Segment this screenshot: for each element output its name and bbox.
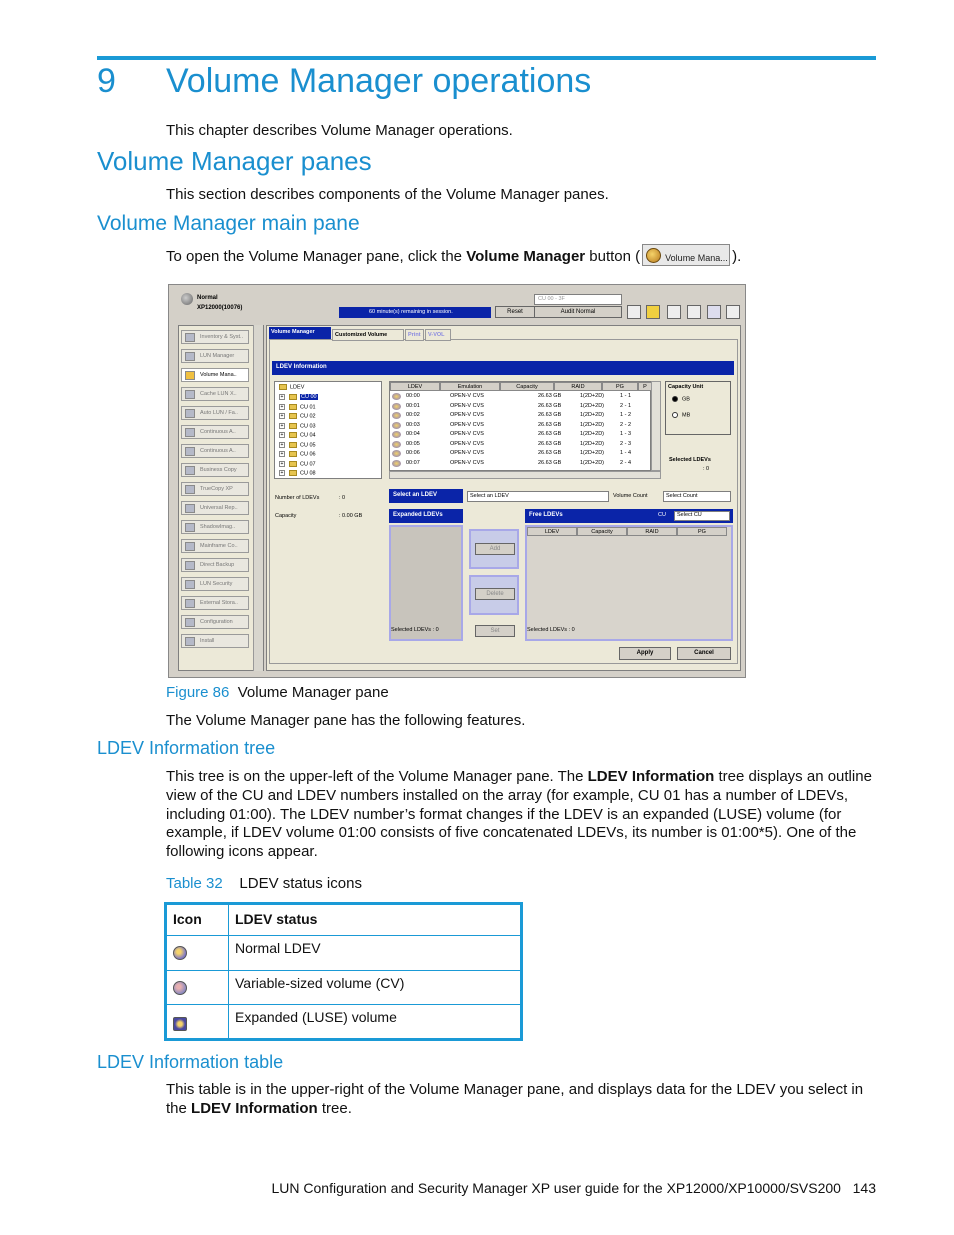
tab-2[interactable]: Customized Volume [332, 329, 404, 341]
volume-manager-button[interactable]: Volume Mana... [642, 244, 730, 266]
table-cell: 00:02 [406, 412, 420, 418]
normal-ldev-icon [392, 393, 401, 400]
chapter-title: Volume Manager operations [166, 62, 592, 100]
table-cell: 26.63 GB [538, 431, 562, 437]
nav-item-label: External Stora.. [200, 600, 238, 606]
normal-ldev-icon [173, 946, 187, 960]
selected-ldevs-right: Selected LDEVs : 0 [527, 627, 575, 633]
section-title-ldev-tree: LDEV Information tree [97, 738, 276, 758]
nav-item[interactable] [181, 615, 249, 629]
folder-icon [289, 442, 297, 448]
nav-item-icon [185, 618, 195, 627]
tree-item-label: CU 00 [301, 394, 317, 401]
free-ldevs-bar: Free LDEVs [525, 509, 733, 523]
tree-item[interactable] [279, 461, 316, 471]
capacity-label: Capacity [275, 513, 297, 519]
nav-item-label: LUN Manager [200, 353, 235, 359]
nav-item-icon [185, 390, 195, 399]
header-icon: Icon [166, 904, 229, 936]
expanded-ldevs-bar: Expanded LDEVs [389, 509, 463, 523]
nav-item-icon [185, 333, 195, 342]
table-cell: 1(2D+2D) [580, 412, 604, 418]
table-row[interactable] [390, 459, 650, 469]
table-cell: 00:07 [406, 459, 420, 466]
tree-item[interactable] [279, 404, 316, 414]
expand-icon[interactable]: + [280, 432, 284, 438]
nav-item-label: LUN Security [200, 581, 233, 587]
figure-caption: Figure 86 Volume Manager pane [166, 684, 389, 701]
variable-sized-volume-icon [173, 981, 187, 995]
nav-item-label: Business Copy [200, 467, 237, 473]
nav-item-label: Volume Mana.. [200, 372, 237, 378]
nav-scrollbar[interactable] [253, 325, 263, 671]
select-ldev-bar: Select an LDEV [389, 489, 463, 503]
table-cell: 1 - 1 [620, 393, 632, 399]
column-header[interactable]: PG [677, 527, 727, 536]
table-cell: OPEN-V CVS [450, 402, 484, 409]
table-caption: Table 32 LDEV status icons [166, 875, 362, 892]
table-cell: 1 - 4 [620, 450, 632, 456]
table-cell: 26.63 GB [538, 402, 562, 409]
tree-item[interactable] [279, 442, 316, 452]
table-row[interactable] [390, 411, 650, 421]
volume-count-dropdown[interactable]: Select Count [663, 491, 731, 502]
ldev-table [389, 381, 651, 471]
nav-item[interactable] [181, 330, 249, 344]
volume-manager-screenshot [168, 284, 746, 678]
table-cell: 1(2D+2D) [580, 393, 604, 399]
nav-item-icon [185, 599, 195, 608]
tree-item[interactable] [279, 394, 318, 404]
nav-item-icon [185, 561, 195, 570]
chapter-number: 9 [97, 62, 116, 100]
table-cell: 1(2D+2D) [580, 459, 604, 466]
table-cell: OPEN-V CVS [450, 393, 484, 399]
radio-icon [672, 412, 678, 418]
nav-item-label: Continuous A.. [200, 429, 236, 435]
nav-item-label: Inventory & Syst.. [200, 334, 244, 340]
nav-item[interactable] [181, 368, 249, 382]
status-icon [181, 293, 193, 305]
select-ldev-dropdown[interactable]: Select an LDEV [467, 491, 609, 502]
expand-icon[interactable]: + [280, 394, 284, 400]
nav-item-icon [185, 637, 195, 646]
table-cell: OPEN-V CVS [450, 459, 484, 466]
table-row[interactable] [390, 430, 650, 440]
nav-item-icon [185, 504, 195, 513]
nav-item-icon [185, 580, 195, 589]
normal-ldev-icon [392, 441, 401, 448]
table-cell: 1(2D+2D) [580, 421, 604, 428]
table-cell: 00:00 [406, 393, 420, 399]
folder-icon [279, 384, 287, 390]
nav-item-icon [185, 466, 195, 475]
nav-item-label: Configuration [200, 619, 233, 625]
expanded-luse-volume-icon [173, 1017, 187, 1031]
page-footer: LUN Configuration and Security Manager XP user guide for the XP12000/XP10000/SVS200 143 [271, 1180, 876, 1196]
expand-icon[interactable]: + [280, 460, 284, 467]
normal-ldev-icon [392, 412, 401, 419]
column-header[interactable]: Emulation [440, 382, 500, 391]
nav-item-label: Direct Backup [200, 562, 235, 568]
nav-item-label: Install [200, 638, 215, 644]
nav-item-label: TrueCopy XP [200, 486, 233, 492]
cancel-button[interactable]: Cancel [677, 647, 731, 660]
folder-icon [289, 432, 297, 438]
audit-button[interactable]: Audit Normal [534, 306, 622, 318]
toolbar-icon-2[interactable] [646, 305, 660, 319]
table-cell: 26.63 GB [538, 440, 562, 447]
cu-label: CU [657, 511, 671, 521]
table-cell: 2 - 2 [620, 421, 632, 428]
ldev-table-hscroll[interactable] [389, 471, 661, 479]
nav-item-icon [185, 371, 195, 380]
tree-item[interactable] [279, 432, 316, 442]
selected-ldevs-value: : 0 [703, 466, 710, 472]
table-cell: OPEN-V CVS [450, 431, 484, 437]
table-cell: 26.63 GB [538, 450, 562, 456]
nav-item[interactable] [181, 444, 249, 458]
add-button[interactable]: Add [475, 543, 515, 555]
tree-item[interactable] [279, 423, 316, 433]
table-cell: 26.63 GB [538, 393, 562, 399]
column-header[interactable]: LDEV [527, 527, 577, 536]
selected-ldevs-label: Selected LDEVs [669, 457, 711, 463]
session-bar: 60 minute(s) remaining in session. [339, 307, 491, 318]
num-ldevs-value: : 0 [339, 495, 346, 501]
normal-ldev-icon [392, 450, 401, 457]
table-cell: 26.63 GB [538, 459, 562, 466]
selected-ldevs-left: Selected LDEVs : 0 [391, 627, 439, 633]
chapter-rule [97, 56, 876, 60]
tab-3[interactable]: Print [405, 329, 424, 341]
folder-icon [289, 470, 297, 476]
folder-icon [289, 423, 297, 429]
free-ldevs-list[interactable] [525, 525, 733, 641]
nav-item-icon [185, 447, 195, 456]
table-cell: 1 - 3 [620, 431, 632, 437]
nav-item[interactable] [181, 539, 249, 553]
nav-item[interactable] [181, 558, 249, 572]
nav-item-icon [185, 428, 195, 437]
column-header[interactable]: PG [602, 382, 638, 391]
toolbar-icon-1[interactable] [627, 305, 641, 319]
page-number: 143 [852, 1180, 876, 1196]
column-header[interactable]: P [638, 382, 652, 391]
nav-item[interactable] [181, 463, 249, 477]
tab-1[interactable]: Volume Manager [269, 327, 331, 339]
table-cell: 2 - 1 [620, 402, 632, 409]
table-cell: 00:06 [406, 450, 420, 456]
nav-item[interactable] [181, 634, 249, 648]
volume-manager-icon [646, 248, 661, 263]
nav-item-label: Auto LUN / Fa.. [200, 410, 238, 416]
section-title-ldev-table: LDEV Information table [97, 1052, 284, 1072]
volume-count-label: Volume Count [613, 493, 648, 499]
ldev-tree-paragraph: This tree is on the upper-left of the Volume Manager pane. The LDEV Information tree displays an outline view of the CU and LDEV numbers installed on the array (for example, CU 01 has a number of LDEVs, including 01:00). The LDEV number’s format changes if the LDEV is an expanded (LUSE) volume (for example, if LDEV volume 01:00 consists of five concatenated LDEVs, its number is 01:00*5). One of the following icons appear. [166, 768, 872, 861]
num-ldevs-label: Number of LDEVs [275, 495, 320, 501]
nav-item[interactable] [181, 520, 249, 534]
table-header-row [166, 904, 522, 936]
table-cell: 1(2D+2D) [580, 440, 604, 447]
normal-ldev-icon [392, 460, 401, 467]
table-cell: 26.63 GB [538, 421, 562, 428]
status-text: Normal [197, 295, 218, 301]
nav-item[interactable] [181, 596, 249, 610]
table-cell: 00:05 [406, 440, 420, 447]
capacity-unit-box: Capacity Unit GB MB [665, 381, 731, 435]
nav-item[interactable] [181, 501, 249, 515]
nav-item[interactable] [181, 425, 249, 439]
nav-item-icon [185, 485, 195, 494]
nav-item-icon [185, 542, 195, 551]
table-cell: 2 - 4 [620, 459, 632, 466]
table-cell: 1(2D+2D) [580, 431, 604, 437]
column-header[interactable]: Capacity [500, 382, 554, 391]
header-status: LDEV status [229, 904, 522, 936]
system-name: XP12000(10076) [197, 305, 243, 311]
nav-item[interactable] [181, 406, 249, 420]
expand-icon[interactable]: + [280, 451, 284, 457]
expand-icon[interactable]: + [280, 470, 284, 476]
toolbar-icon-3[interactable] [667, 305, 681, 319]
table-row: Normal LDEV [166, 936, 522, 971]
tree-item-label: CU 03 [300, 422, 316, 429]
reset-button[interactable]: Reset [495, 306, 535, 318]
tree-item-label: CU 02 [300, 413, 316, 420]
ldev-info-bar: LDEV Information [272, 361, 734, 375]
folder-icon [289, 451, 297, 457]
column-header[interactable]: RAID [627, 527, 677, 536]
normal-ldev-icon [392, 431, 401, 438]
nav-item-label: Mainframe Co.. [200, 543, 238, 549]
table-cell: 1(2D+2D) [580, 402, 604, 409]
nav-item-icon [185, 523, 195, 532]
tab-4[interactable]: V-VOL [425, 329, 451, 341]
capacity-value: : 0.00 GB [339, 513, 363, 519]
table-cell: 2 - 3 [620, 440, 632, 447]
section-title-panes: Volume Manager panes [97, 146, 372, 176]
tree-root[interactable]: LDEV [279, 384, 304, 394]
table-row[interactable] [390, 402, 650, 412]
table-row: Expanded (LUSE) volume [166, 1005, 522, 1040]
ldev-table-paragraph: This table is in the upper-right of the Volume Manager pane, and displays data for the LDEV you select in the LDEV Information tree. [166, 1081, 864, 1117]
nav-item-label: Continuous A.. [200, 448, 236, 454]
tree-item-label: CU 07 [300, 460, 316, 467]
nav-item-icon [185, 352, 195, 361]
tree-item[interactable] [279, 413, 316, 423]
section-panes-text: This section describes components of the Volume Manager panes. [166, 186, 609, 203]
expand-icon[interactable]: + [280, 403, 284, 410]
table-cell: OPEN-V CVS [450, 421, 484, 428]
section-title-main-pane: Volume Manager main pane [97, 212, 360, 235]
set-button[interactable]: Set [475, 625, 515, 637]
table-cell: OPEN-V CVS [450, 450, 484, 456]
table-cell: 26.63 GB [538, 412, 562, 418]
tree-item-label: CU 08 [300, 470, 316, 477]
expand-icon[interactable]: + [280, 441, 284, 448]
ldev-table-scrollbar[interactable] [651, 381, 661, 471]
expand-icon[interactable]: + [280, 413, 284, 419]
toolbar-icon-6[interactable] [726, 305, 740, 319]
table-row[interactable] [390, 440, 650, 450]
folder-icon [289, 404, 297, 410]
expand-icon[interactable]: + [280, 422, 284, 429]
expanded-ldevs-list[interactable] [389, 525, 463, 641]
tree-item-label: CU 06 [300, 451, 316, 458]
nav-item[interactable] [181, 577, 249, 591]
gb-radio[interactable]: GB [672, 396, 690, 402]
toolbar-icon-4[interactable] [687, 305, 701, 319]
ldev-status-table [164, 902, 523, 1041]
table-row: Variable-sized volume (CV) [166, 970, 522, 1005]
table-cell: 00:03 [406, 421, 420, 428]
apply-button[interactable]: Apply [619, 647, 671, 660]
tree-item-label: CU 05 [300, 441, 316, 448]
main-pane-text: To open the Volume Manager pane, click the Volume Manager button ( Volume Mana... ). [166, 246, 741, 268]
table-cell: 00:04 [406, 431, 420, 437]
tree-item-label: CU 04 [300, 432, 316, 439]
tree-item[interactable] [279, 451, 316, 461]
table-row[interactable] [390, 392, 650, 402]
folder-icon [289, 413, 297, 419]
table-cell: 1(2D+2D) [580, 450, 604, 456]
delete-button[interactable]: Delete [475, 588, 515, 600]
normal-ldev-icon [392, 403, 401, 410]
column-header[interactable]: LDEV [390, 382, 440, 391]
table-row[interactable] [390, 421, 650, 431]
tree-item[interactable] [279, 470, 316, 480]
mb-radio[interactable]: MB [672, 412, 690, 418]
table-row[interactable] [390, 449, 650, 459]
column-header[interactable]: RAID [554, 382, 602, 391]
tree-item-label: CU 01 [300, 403, 316, 410]
radio-selected-icon [672, 396, 678, 402]
table-cell: OPEN-V CVS [450, 440, 484, 447]
column-header[interactable]: Capacity [577, 527, 627, 536]
folder-icon [289, 461, 297, 467]
nav-item-icon [185, 409, 195, 418]
cu-select[interactable]: CU 00 - 3F [534, 294, 622, 305]
table-cell: 00:01 [406, 402, 420, 409]
ldev-tree[interactable] [274, 381, 382, 479]
toolbar-icon-5[interactable] [707, 305, 721, 319]
normal-ldev-icon [392, 422, 401, 429]
select-cu-dropdown[interactable]: Select CU [674, 511, 730, 521]
nav-item[interactable] [181, 387, 249, 401]
folder-icon [289, 394, 297, 400]
nav-item[interactable] [181, 349, 249, 363]
nav-item-label: ShadowImag.. [200, 524, 236, 530]
features-text: The Volume Manager pane has the following features. [166, 712, 526, 729]
nav-item-label: Cache LUN X.. [200, 391, 237, 397]
table-cell: OPEN-V CVS [450, 412, 484, 418]
nav-item-label: Universal Rep.. [200, 505, 238, 511]
chapter-intro: This chapter describes Volume Manager operations. [166, 122, 513, 139]
table-cell: 1 - 2 [620, 412, 632, 418]
nav-item[interactable] [181, 482, 249, 496]
